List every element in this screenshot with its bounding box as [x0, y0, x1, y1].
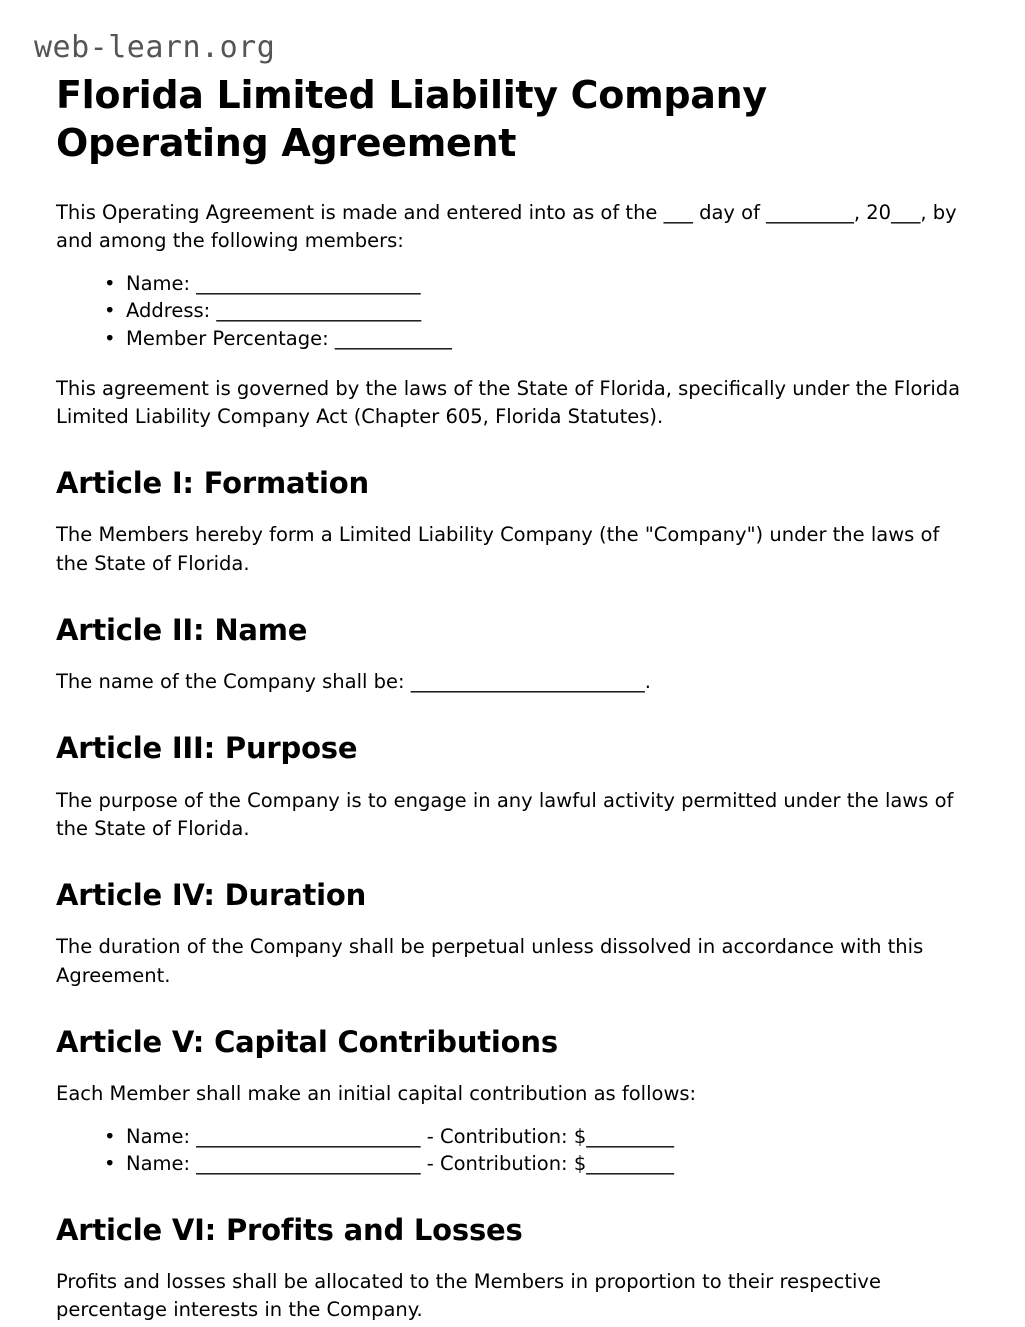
- article-heading-capital-contributions: Article V: Capital Contributions: [56, 1024, 558, 1059]
- intro-paragraph: This Operating Agreement is made and entered into as of the ___ day of _________, 20___, by and among the following members:: [56, 201, 957, 253]
- governing-law-paragraph: This agreement is governed by the laws of the State of Florida, specifically under the Florida Limited Liability Company Act (Chapter 605, Florida Statutes).: [56, 376, 961, 428]
- article-body-profits-and-losses: Profits and losses shall be allocated to the Members in proportion to their respective percentage interests in the Company.: [56, 1270, 881, 1322]
- document-content: [56, 72, 968, 1325]
- article-heading-profits-and-losses: Article VI: Profits and Losses: [56, 1212, 523, 1247]
- article-heading-purpose: Article III: Purpose: [56, 731, 358, 766]
- site-watermark: web-learn.org: [34, 30, 276, 65]
- article-body-name: The name of the Company shall be: ________________________.: [56, 670, 651, 694]
- member-fields-list: [56, 270, 968, 353]
- page-title: Florida Limited Liability Company Operating Agreement: [56, 73, 767, 165]
- article-body-capital-contributions: Each Member shall make an initial capital contribution as follows:: [56, 1082, 697, 1106]
- contribution-fields-list: [56, 1123, 968, 1178]
- list-item: • Name: _______________________: [104, 270, 968, 298]
- list-item: • Address: _____________________: [104, 297, 968, 325]
- article-body-purpose: The purpose of the Company is to engage in any lawful activity permitted under the laws of the State of Florida.: [56, 788, 954, 840]
- list-item: • Name: _______________________ - Contribution: $_________: [104, 1123, 968, 1151]
- article-body-formation: The Members hereby form a Limited Liability Company (the "Company") under the laws of the State of Florida.: [56, 523, 940, 575]
- list-item: • Member Percentage: ____________: [104, 325, 968, 353]
- list-item: • Name: _______________________ - Contribution: $_________: [104, 1150, 968, 1178]
- article-body-duration: The duration of the Company shall be perpetual unless dissolved in accordance with this Agreement.: [56, 935, 924, 987]
- article-heading-duration: Article IV: Duration: [56, 878, 367, 913]
- article-heading-formation: Article I: Formation: [56, 466, 369, 501]
- article-heading-name: Article II: Name: [56, 612, 308, 647]
